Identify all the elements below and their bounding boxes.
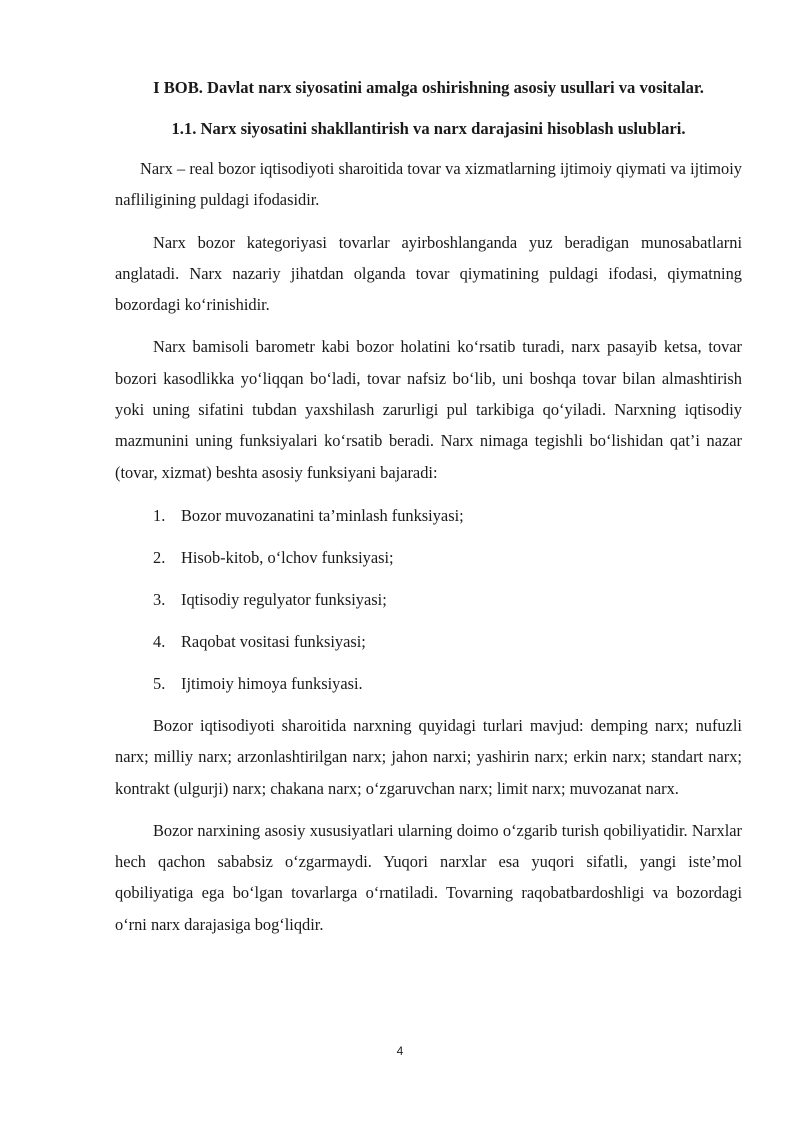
- list-item-number: 4.: [153, 631, 166, 651]
- page-content: [115, 72, 742, 940]
- section-title: 1.1. Narx siyosatini shakllantirish va narx darajasini hisoblash uslublari.: [171, 119, 686, 138]
- paragraph-narx-features: Bozor narxining asosiy xususiyatlari ularning doimo o‘zgarib turish qobiliyatidir. Narxlar hech qachon sababsiz o‘zgarmaydi. Yuqori narxlar esa yuqori sifatli, yangi iste’mol qobiliyatiga ega bo‘lgan tovarlarga o‘rnatiladi. Tovarning raqobatbardoshligi va bozordagi o‘rni narx darajasiga bog‘liqdir.: [115, 820, 742, 934]
- functions-list: [115, 500, 742, 710]
- paragraph-narx-barometer: Narx bamisoli barometr kabi bozor holatini ko‘rsatib turadi, narx pasayib ketsa, tovar bozori kasodlikka yo‘liqqan bo‘ladi, tovar nafsiz bo‘lib, uni boshqa tovar bilan almashtirish yoki uning sifatini tubdan yaxshilash zarurligi pul tarkibiga qo‘yiladi. Narxning iqtisodiy mazmunini uning funksiyalari ko‘rsatib beradi. Narx nimaga tegishli bo‘lishidan qat’i nazar (tovar, xizmat) beshta asosiy funksiyani bajaradi:: [115, 337, 742, 482]
- paragraph-narx-types: Bozor iqtisodiyoti sharoitida narxning quyidagi turlari mavjud: demping narx; nufuzli narx; milliy narx; arzonlashtirilgan narx; jahon narxi; yashirin narx; erkin narx; standart narx; kontrakt (ulgurji) narx; chakana narx; o‘zgaruvchan narx; limit narx; muvozanat narx.: [115, 715, 742, 798]
- list-item-text: Raqobat vositasi funksiyasi;: [181, 631, 366, 651]
- list-item-number: 5.: [153, 673, 166, 693]
- list-item-text: Iqtisodiy regulyator funksiyasi;: [181, 589, 387, 609]
- list-item-number: 2.: [153, 547, 166, 567]
- list-item: [115, 626, 742, 668]
- list-item-text: Bozor muvozanatini ta’minlash funksiyasi;: [181, 505, 464, 525]
- list-item-text: Ijtimoiy himoya funksiyasi.: [181, 673, 363, 693]
- list-item: [115, 500, 742, 542]
- chapter-title: I BOB. Davlat narx siyosatini amalga oshirishning asosiy usullari va vositalar.: [153, 78, 704, 97]
- list-item: [115, 584, 742, 626]
- list-item-number: 3.: [153, 589, 166, 609]
- list-item-text: Hisob-kitob, o‘lchov funksiyasi;: [181, 547, 394, 567]
- list-item: [115, 668, 742, 710]
- list-item-number: 1.: [153, 505, 166, 525]
- list-item: [115, 542, 742, 584]
- paragraph-narx-category: Narx bozor kategoriyasi tovarlar ayirboshlanganda yuz beradigan munosabatlarni anglatadi. Narx nazariy jihatdan olganda tovar qiymatining puldagi ifodasi, qiymatning bozordagi ko‘rinishidir.: [115, 232, 742, 315]
- paragraph-narx-definition: Narx – real bozor iqtisodiyoti sharoitida tovar va xizmatlarning ijtimoiy qiymati va ijtimoiy nafliligining puldagi ifodasidir.: [115, 159, 742, 210]
- page-number: 4: [396, 1044, 404, 1058]
